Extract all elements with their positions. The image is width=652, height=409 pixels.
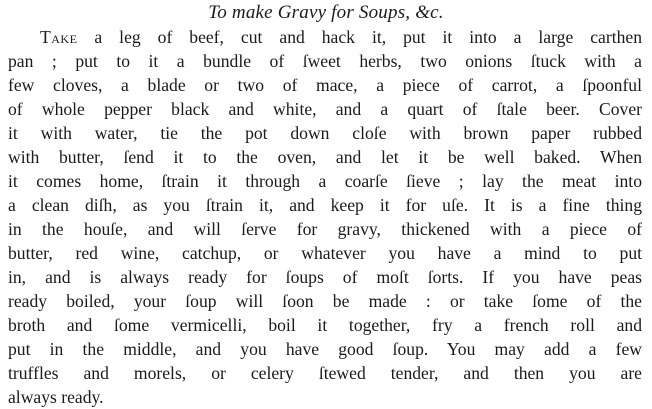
recipe-title: To make Gravy for Soups, &c. (208, 2, 444, 23)
recipe-body (8, 25, 642, 409)
text-line: it comes home, ſtrain it through a coarſe ſieve ; lay the meat into (8, 171, 642, 191)
text-line: butter, red wine, catchup, or whatever you have a mind to put (8, 243, 642, 263)
text-line: in, and is always ready for ſoups of moſt ſorts. If you have peas (8, 267, 642, 287)
text-line: always ready. (8, 387, 104, 407)
text-line: pan ; put to it a bundle of ſweet herbs, two onions ſtuck with a (8, 51, 642, 71)
lead-word: Take (40, 27, 78, 47)
text-line: in the houſe, and will ſerve for gravy, thickened with a piece of (8, 219, 642, 239)
text-line: with butter, ſend it to the oven, and let it be well baked. When (8, 147, 642, 167)
text-line: a clean diſh, as you ſtrain it, and keep it for uſe. It is a fine thing (8, 195, 642, 215)
text-line: of whole pepper black and white, and a quart of ſtale beer. Cover (8, 99, 642, 119)
text-line: Take a leg of beef, cut and hack it, put it into a large carthen (40, 27, 642, 47)
text-line: put in the middle, and you have good ſoup. You may add a few (8, 339, 642, 359)
text-line: ready boiled, your ſoup will ſoon be made : or take ſome of the (8, 291, 642, 311)
text-line: broth and ſome vermicelli, boil it together, fry a french roll and (8, 315, 642, 335)
text-line: few cloves, a blade or two of mace, a piece of carrot, a ſpoonful (8, 75, 642, 95)
text-line: it with water, tie the pot down cloſe with brown paper rubbed (8, 123, 642, 143)
text-line: truffles and morels, or celery ſtewed tender, and then you are (8, 363, 642, 383)
